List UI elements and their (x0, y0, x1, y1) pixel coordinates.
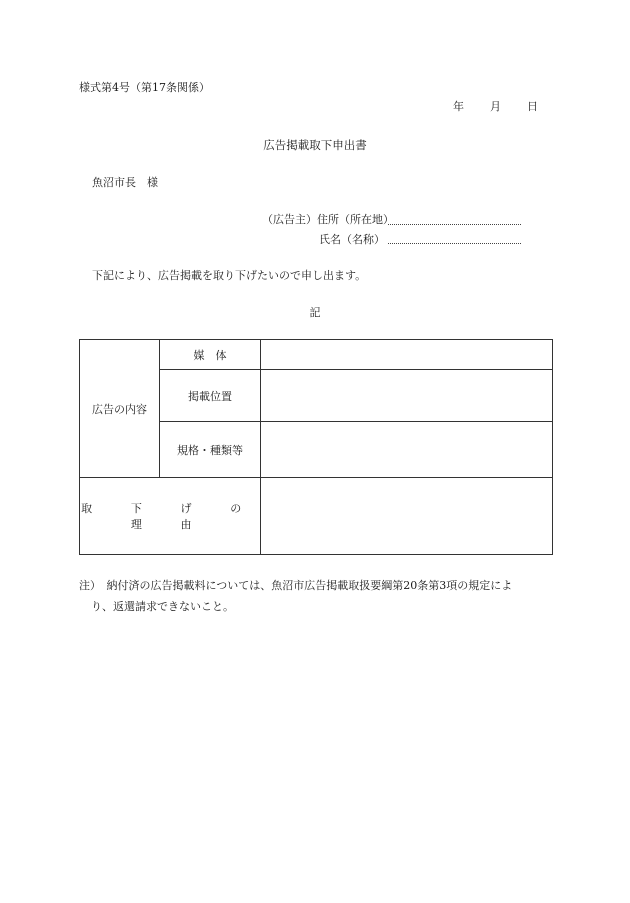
group-label: 広告の内容 (80, 340, 160, 478)
document-title: 広告掲載取下申出書 (263, 138, 367, 152)
note-line-1: 注） 納付済の広告掲載料については、魚沼市広告掲載取扱要綱第20条第3項の規定によ (79, 579, 513, 592)
reason-value[interactable] (261, 478, 553, 555)
note (79, 576, 559, 618)
row-value-spec[interactable] (261, 422, 553, 478)
row-value-medium[interactable] (261, 340, 553, 370)
table-row (80, 478, 553, 555)
reason-label: 取 下 げ の 理 由 (80, 478, 261, 555)
addressee: 魚沼市長 様 (92, 176, 158, 189)
content-table (79, 339, 553, 555)
row-value-position[interactable] (261, 370, 553, 422)
date-day: 日 (527, 100, 538, 113)
body-text: 下記により、広告掲載を取り下げたいので申し出ます。 (92, 269, 367, 282)
date-year: 年 (453, 100, 464, 113)
row-label-spec: 規格・種類等 (160, 422, 261, 478)
address-field[interactable] (388, 224, 521, 225)
name-label: 氏名（名称） (319, 233, 385, 246)
row-label-position: 掲載位置 (160, 370, 261, 422)
address-label: （広告主）住所（所在地） (262, 213, 394, 226)
name-field[interactable] (388, 243, 521, 244)
table-row (80, 340, 553, 370)
date-line (453, 101, 538, 112)
ki-heading: 記 (309, 306, 321, 319)
note-line-2: り、返還請求できないこと。 (91, 599, 234, 613)
row-label-medium: 媒 体 (160, 340, 261, 370)
date-month: 月 (490, 100, 501, 113)
form-number: 様式第4号（第17条関係） (79, 81, 210, 94)
